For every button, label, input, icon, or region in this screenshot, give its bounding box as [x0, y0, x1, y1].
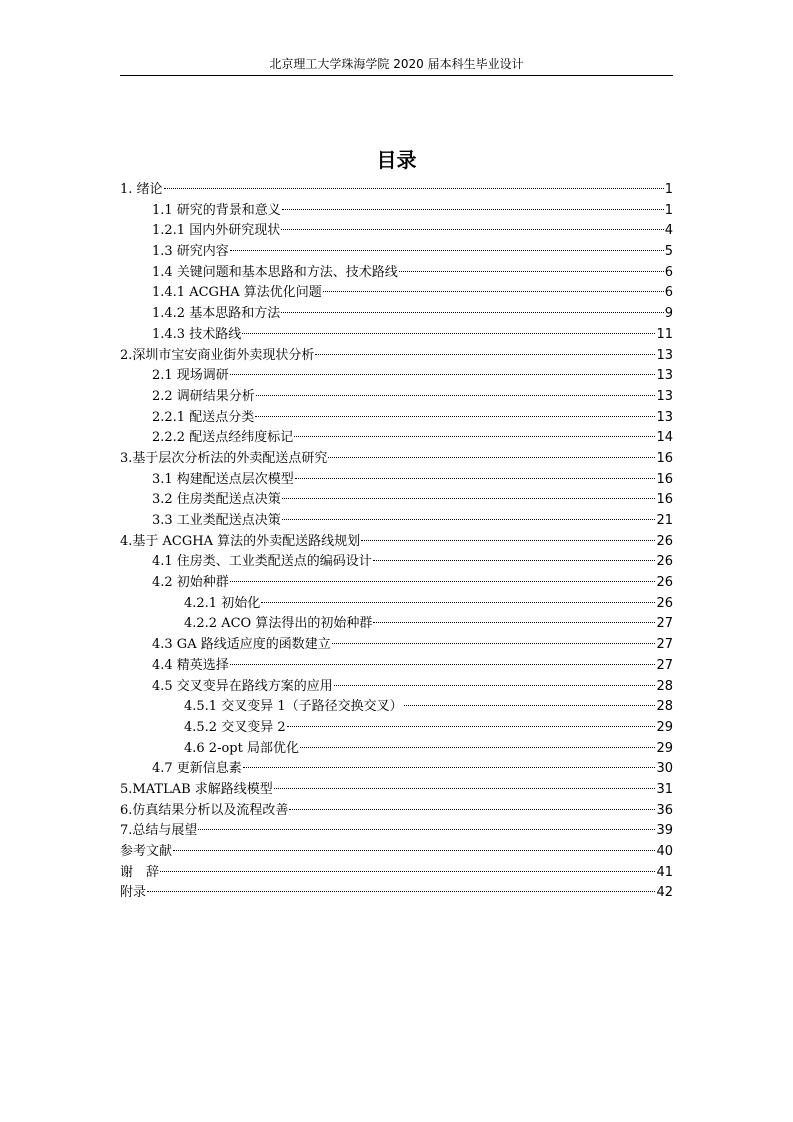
- toc-entry-page: 13: [656, 409, 673, 425]
- toc-entry-page: 6: [664, 285, 673, 301]
- toc-entry-page: 41: [656, 864, 673, 880]
- toc-entry-label: 谢 辞: [120, 864, 160, 880]
- table-of-contents: [120, 180, 673, 904]
- toc-entry-label: 3.3 工业类配送点决策: [152, 513, 281, 528]
- toc-entry-page: 39: [656, 823, 673, 839]
- toc-entry-label: 4.1 住房类、工业类配送点的编码设计: [152, 554, 372, 570]
- toc-entry-label: 1. 绪论: [120, 182, 163, 197]
- toc-entry-page: 26: [656, 533, 673, 549]
- toc-entry[interactable]: [120, 552, 673, 573]
- toc-entry[interactable]: [120, 263, 673, 284]
- toc-entry-page: 27: [656, 657, 673, 673]
- toc-dot-leader: [164, 188, 664, 189]
- toc-entry[interactable]: [120, 656, 673, 677]
- toc-entry[interactable]: [120, 677, 673, 698]
- toc-entry-label: 2.2 调研结果分析: [152, 388, 255, 404]
- toc-dot-leader: [230, 374, 656, 375]
- toc-dot-leader: [230, 250, 664, 251]
- toc-entry-label: 3.1 构建配送点层次模型: [152, 471, 294, 487]
- toc-dot-leader: [289, 809, 655, 810]
- toc-entry-label: 2.2.1 配送点分类: [152, 409, 255, 425]
- toc-entry-label: 4.5.1 交叉变异 1（子路径交换交叉）: [184, 699, 403, 715]
- toc-entry-label: 附录: [120, 885, 147, 901]
- toc-entry[interactable]: [120, 573, 673, 594]
- toc-dot-leader: [361, 540, 655, 541]
- toc-entry[interactable]: [120, 283, 673, 304]
- toc-entry[interactable]: [120, 780, 673, 801]
- toc-dot-leader: [160, 871, 655, 872]
- toc-dot-leader: [282, 209, 664, 210]
- toc-entry[interactable]: [120, 490, 673, 511]
- toc-entry-label: 4.4 精英选择: [152, 657, 229, 673]
- toc-entry-page: 28: [656, 678, 673, 694]
- toc-entry-page: 1: [664, 202, 673, 218]
- toc-entry-label: 1.2.1 国内外研究现状: [152, 223, 281, 239]
- toc-dot-leader: [300, 747, 655, 748]
- toc-entry[interactable]: [120, 842, 673, 863]
- toc-entry-label: 6.仿真结果分析以及流程改善: [120, 802, 289, 818]
- toc-entry-label: 1.4 关键问题和基本思路和方法、技术路线: [152, 264, 398, 280]
- toc-entry[interactable]: [120, 697, 673, 718]
- toc-entry[interactable]: [120, 242, 673, 263]
- toc-entry-page: 13: [656, 368, 673, 384]
- toc-entry-page: 21: [656, 513, 673, 528]
- toc-dot-leader: [373, 560, 656, 561]
- toc-entry-page: 26: [656, 575, 673, 591]
- toc-entry-page: 4: [664, 223, 673, 239]
- toc-entry-label: 1.3 研究内容: [152, 244, 229, 260]
- toc-entry-page: 13: [656, 347, 673, 363]
- toc-dot-leader: [295, 478, 656, 479]
- toc-entry-label: 1.4.3 技术路线: [152, 326, 242, 342]
- toc-entry-label: 4.基于 ACGHA 算法的外卖配送路线规划: [120, 533, 361, 549]
- page-header: 北京理工大学珠海学院 2020 届本科生毕业设计: [269, 57, 524, 71]
- toc-entry-page: 13: [656, 388, 673, 404]
- toc-entry-page: 16: [656, 492, 673, 508]
- toc-entry-page: 11: [656, 326, 673, 342]
- toc-dot-leader: [242, 333, 655, 334]
- toc-dot-leader: [274, 788, 656, 789]
- toc-entry[interactable]: [120, 801, 673, 822]
- toc-entry[interactable]: [120, 863, 673, 884]
- toc-dot-leader: [287, 726, 656, 727]
- toc-entry[interactable]: [120, 532, 673, 553]
- toc-entry-label: 1.4.2 基本思路和方法: [152, 306, 281, 322]
- toc-entry-page: 31: [656, 781, 673, 797]
- toc-entry-label: 4.5.2 交叉变异 2: [184, 719, 286, 735]
- toc-entry-page: 26: [656, 595, 673, 611]
- toc-entry[interactable]: [120, 614, 673, 635]
- toc-entry-page: 36: [656, 802, 673, 818]
- toc-dot-leader: [294, 436, 655, 437]
- toc-dot-leader: [147, 891, 655, 892]
- toc-entry-label: 参考文献: [120, 844, 173, 859]
- toc-entry-label: 4.7 更新信息素: [152, 761, 242, 777]
- toc-entry-label: 3.基于层次分析法的外卖配送点研究: [120, 450, 328, 466]
- header-rule: [120, 75, 673, 76]
- toc-entry-page: 26: [656, 554, 673, 570]
- toc-entry-page: 28: [656, 699, 673, 715]
- toc-entry[interactable]: [120, 594, 673, 615]
- toc-entry-page: 14: [656, 430, 673, 446]
- toc-entry[interactable]: [120, 511, 673, 532]
- toc-entry[interactable]: [120, 304, 673, 325]
- toc-entry[interactable]: [120, 449, 673, 470]
- toc-entry-label: 4.5 交叉变异在路线方案的应用: [152, 678, 333, 694]
- toc-entry-label: 4.2 初始种群: [152, 575, 229, 591]
- toc-entry-page: 42: [656, 885, 673, 901]
- toc-dot-leader: [256, 395, 656, 396]
- toc-dot-leader: [230, 664, 656, 665]
- toc-dot-leader: [281, 312, 664, 313]
- toc-entry[interactable]: [120, 739, 673, 760]
- toc-entry-page: 40: [656, 844, 673, 859]
- toc-entry[interactable]: [120, 408, 673, 429]
- toc-dot-leader: [282, 498, 656, 499]
- toc-dot-leader: [404, 705, 656, 706]
- toc-entry[interactable]: [120, 387, 673, 408]
- toc-dot-leader: [334, 685, 656, 686]
- toc-entry[interactable]: [120, 325, 673, 346]
- toc-entry-label: 2.2.2 配送点经纬度标记: [152, 430, 294, 446]
- toc-entry-page: 29: [656, 719, 673, 735]
- toc-entry-label: 2.深圳市宝安商业街外卖现状分析: [120, 347, 315, 363]
- toc-entry[interactable]: [120, 180, 673, 201]
- toc-entry-page: 16: [656, 471, 673, 487]
- toc-entry[interactable]: [120, 201, 673, 222]
- toc-dot-leader: [373, 622, 655, 623]
- toc-entry[interactable]: [120, 470, 673, 491]
- toc-entry-label: 5.MATLAB 求解路线模型: [120, 781, 273, 797]
- toc-dot-leader: [282, 519, 656, 520]
- toc-entry-page: 30: [656, 761, 673, 777]
- toc-entry-label: 3.2 住房类配送点决策: [152, 492, 281, 508]
- toc-entry-label: 7.总结与展望: [120, 823, 198, 839]
- toc-entry[interactable]: [120, 718, 673, 739]
- toc-entry[interactable]: [120, 759, 673, 780]
- toc-dot-leader: [328, 457, 655, 458]
- toc-entry-label: 1.4.1 ACGHA 算法优化问题: [152, 285, 322, 301]
- toc-entry-page: 1: [664, 182, 673, 197]
- toc-entry-page: 27: [656, 637, 673, 653]
- toc-entry[interactable]: [120, 221, 673, 242]
- toc-entry[interactable]: [120, 428, 673, 449]
- toc-dot-leader: [332, 643, 656, 644]
- toc-dot-leader: [323, 291, 664, 292]
- toc-dot-leader: [198, 829, 655, 830]
- toc-dot-leader: [315, 354, 655, 355]
- toc-entry-page: 5: [664, 244, 673, 260]
- toc-dot-leader: [243, 767, 656, 768]
- toc-dot-leader: [173, 850, 655, 851]
- toc-title: 目录: [376, 148, 417, 172]
- toc-dot-leader: [399, 271, 664, 272]
- toc-dot-leader: [230, 581, 656, 582]
- toc-entry[interactable]: [120, 346, 673, 367]
- toc-entry-label: 4.3 GA 路线适应度的函数建立: [152, 637, 331, 653]
- toc-dot-leader: [281, 229, 664, 230]
- toc-entry[interactable]: [120, 883, 673, 904]
- toc-entry-page: 6: [664, 264, 673, 280]
- toc-entry-page: 9: [664, 306, 673, 322]
- toc-dot-leader: [255, 416, 655, 417]
- toc-entry[interactable]: [120, 635, 673, 656]
- toc-entry-label: 4.6 2-opt 局部优化: [184, 740, 299, 756]
- toc-entry-label: 2.1 现场调研: [152, 368, 229, 384]
- toc-entry-page: 29: [656, 740, 673, 756]
- toc-entry-label: 4.2.1 初始化: [184, 595, 261, 611]
- toc-entry-label: 1.1 研究的背景和意义: [152, 202, 281, 218]
- toc-entry-page: 27: [656, 616, 673, 632]
- toc-entry[interactable]: [120, 821, 673, 842]
- toc-entry-label: 4.2.2 ACO 算法得出的初始种群: [184, 616, 373, 632]
- toc-entry[interactable]: [120, 366, 673, 387]
- toc-dot-leader: [261, 602, 655, 603]
- toc-entry-page: 16: [656, 450, 673, 466]
